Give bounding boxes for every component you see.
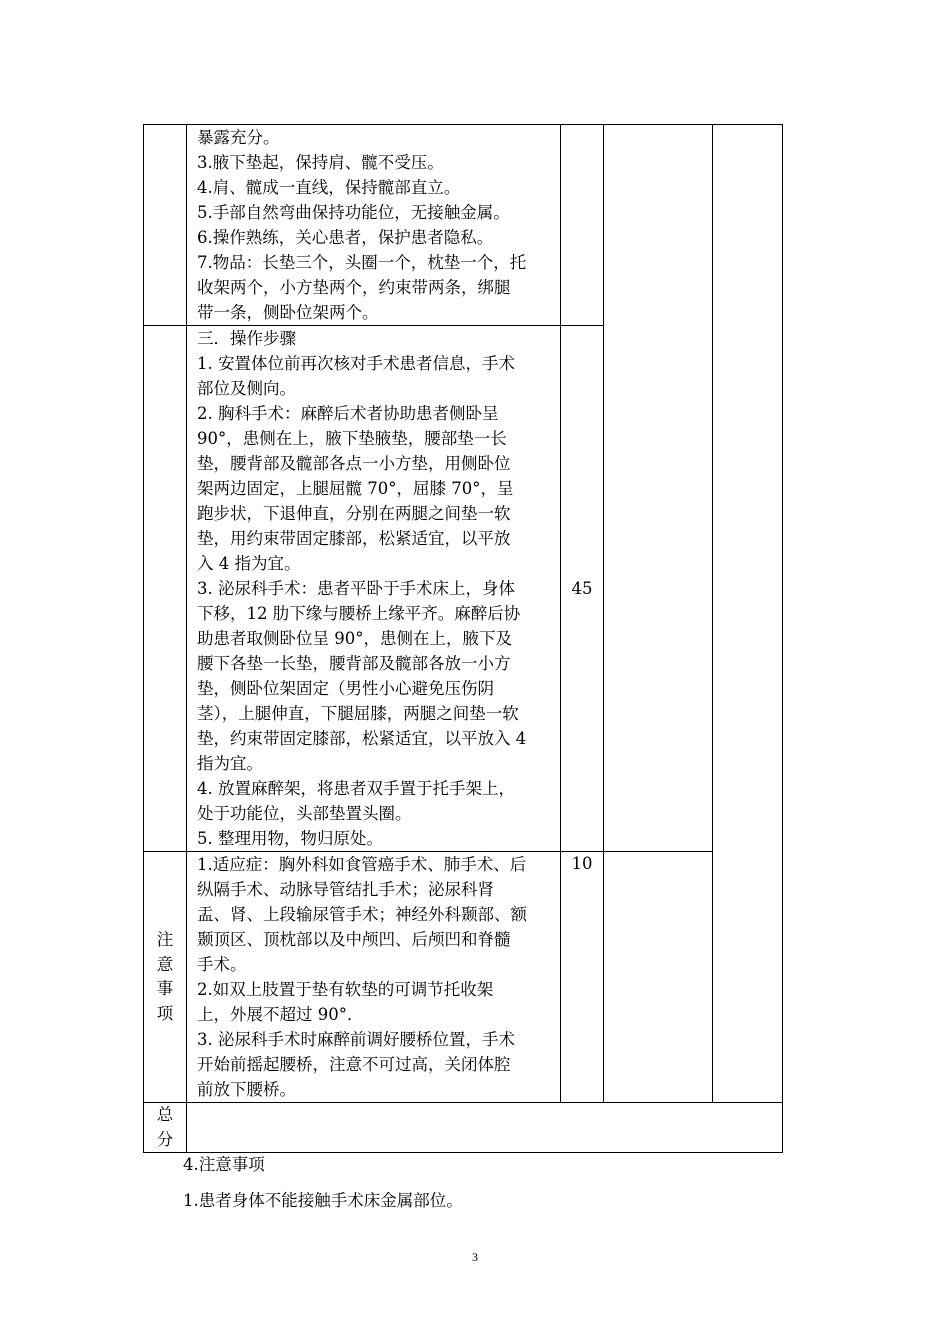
table-row [144, 852, 783, 1103]
remark-cell [713, 125, 783, 1103]
text-line: 7.物品：长垫三个，头圈一个，枕垫一个，托 [197, 253, 527, 272]
text-line: 3. 泌尿科手术时麻醉前调好腰桥位置，手术 [197, 1030, 515, 1049]
text-line: 处于功能位，头部垫置头圈。 [197, 804, 412, 823]
body-paragraph: 1.患者身体不能接触手术床金属部位。 [183, 1191, 463, 1210]
total-label-cell [144, 1103, 187, 1153]
table-row [144, 125, 783, 326]
text-line: 入 4 指为宜。 [197, 554, 301, 573]
score-cell [561, 125, 604, 326]
text-line: 6.操作熟练，关心患者，保护患者隐私。 [197, 228, 494, 247]
text-line: 部位及侧向。 [197, 379, 296, 398]
deduction-cell [604, 852, 713, 1103]
content-cell [187, 125, 561, 326]
text-line: 2. 胸科手术：麻醉后术者协助患者侧卧呈 [197, 404, 499, 423]
scoring-table [143, 124, 783, 1153]
text-line: 下移，12 肋下缘与腰桥上缘平齐。麻醉后协 [197, 604, 521, 623]
text-line: 腰下各垫一长垫，腰背部及髋部各放一小方 [197, 654, 511, 673]
text-line: 纵隔手术、动脉导管结扎手术；泌尿科肾 [197, 880, 494, 899]
text-line: 2.如双上肢置于垫有软垫的可调节托收架 [197, 980, 494, 999]
score-cell [561, 852, 604, 1103]
text-line: 垫，腰背部及髋部各点一小方垫，用侧卧位 [197, 454, 511, 473]
text-line: 垫，侧卧位架固定（男性小心避免压伤阴 [197, 679, 494, 698]
text-line: 4. 放置麻醉架，将患者双手置于托手架上， [197, 779, 515, 798]
score-value: 10 [571, 854, 593, 873]
deduction-cell [604, 125, 713, 852]
total-value-cell [187, 1103, 783, 1153]
text-line: 茎），上腿伸直，下腿屈膝，两腿之间垫一软 [197, 704, 519, 723]
text-line: 5.手部自然弯曲保持功能位，无接触金属。 [197, 203, 510, 222]
text-line: 盂、肾、上段输尿管手术；神经外科颞部、额 [197, 905, 527, 924]
text-line: 上，外展不超过 90°． [197, 1005, 364, 1024]
text-line: 暴露充分。 [197, 128, 280, 147]
text-line: 4.肩、髋成一直线，保持髋部直立。 [197, 178, 461, 197]
category-label: 注 意 事 项 [156, 930, 174, 1023]
text-line: 3.腋下垫起，保持肩、髋不受压。 [197, 153, 444, 172]
score-value: 45 [571, 579, 593, 598]
category-cell [144, 852, 187, 1103]
text-line: 90°，患侧在上，腋下垫腋垫，腰部垫一长 [197, 429, 507, 448]
text-line: 收架两个，小方垫两个，约束带两条，绑腿 [197, 278, 511, 297]
content-cell [187, 326, 561, 852]
text-line: 带一条，侧卧位架两个。 [197, 303, 379, 322]
text-line: 颞顶区、顶枕部以及中颅凹、后颅凹和脊髓 [197, 930, 511, 949]
text-line: 5. 整理用物，物归原处。 [197, 829, 383, 848]
page-number: 3 [472, 1250, 478, 1264]
category-cell [144, 125, 187, 326]
text-line: 助患者取侧卧位呈 90°，患侧在上，腋下及 [197, 629, 512, 648]
total-label: 总 分 [156, 1105, 174, 1149]
score-cell [561, 326, 604, 852]
text-line: 手术。 [197, 955, 247, 974]
text-line: 三．操作步骤 [197, 329, 296, 348]
text-line: 垫，约束带固定膝部，松紧适宜，以平放入 4 [197, 729, 527, 748]
text-line: 1. 安置体位前再次核对手术患者信息，手术 [197, 354, 515, 373]
text-line: 3. 泌尿科手术：患者平卧于手术床上，身体 [197, 579, 515, 598]
table-row [144, 1103, 783, 1153]
section-heading: 4.注意事项 [183, 1155, 265, 1174]
category-cell [144, 326, 187, 852]
text-line: 跑步状，下退伸直，分别在两腿之间垫一软 [197, 504, 511, 523]
text-line: 架两边固定，上腿屈髋 70°，屈膝 70°，呈 [197, 479, 514, 498]
text-line: 1.适应症：胸外科如食管癌手术、肺手术、后 [197, 855, 527, 874]
text-line: 指为宜。 [197, 754, 263, 773]
text-line: 垫，用约束带固定膝部，松紧适宜，以平放 [197, 529, 511, 548]
content-cell [187, 852, 561, 1103]
text-line: 开始前摇起腰桥，注意不可过高，关闭体腔 [197, 1055, 511, 1074]
text-line: 前放下腰桥。 [197, 1080, 296, 1099]
